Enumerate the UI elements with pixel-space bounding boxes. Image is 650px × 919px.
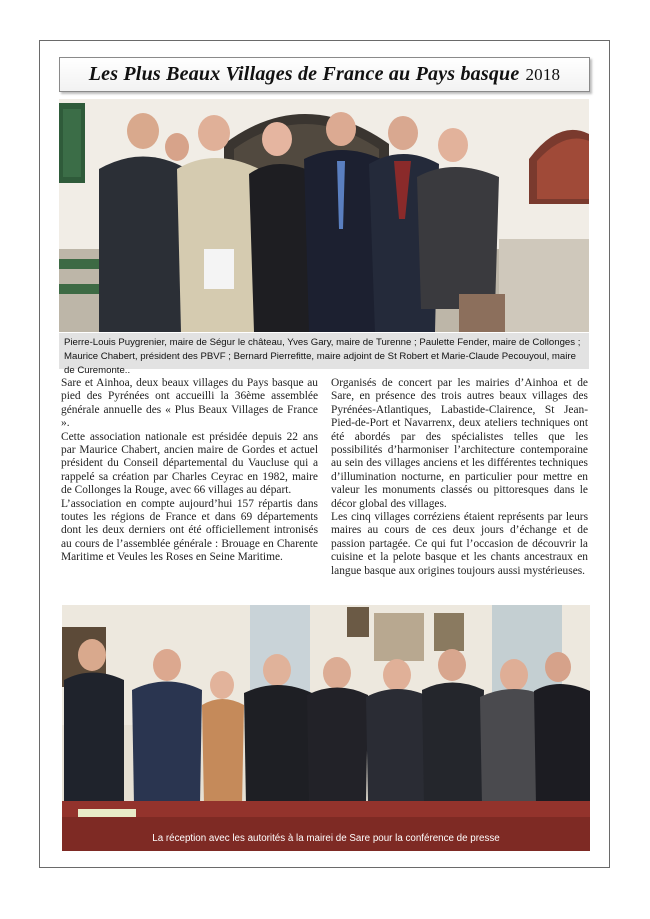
article-paragraph: Les cinq villages corréziens étaient représents par leurs maires au cours de ces deux jours d’échange et de passion partagée. Ce qui fut l’occasion de découvrir la cuisine et la pelote basque et les chants ancestraux en langue basque aux origines toujours aussi mystérieuses. bbox=[331, 511, 588, 577]
article-paragraph: Organisés de concert par les mairies d’Ainhoa et de Sare, en présence des trois autres beaux villages des Pyrénées-Atlantiques, Labastide-Clairence, St Jean-Pied-de-Port et Navarrenx, deux ateliers techniques ont été abordés par des spécialistes telles que les possibilités d’harmoniser l’architecture contemporaine au sein des villages anciens et les différentes techniques d’illumination nocturne, en particulier pour mettre en valeur les monuments classés ou pittoresques dans le décor global des villages. bbox=[331, 377, 588, 510]
title-year: 2018 bbox=[525, 65, 561, 84]
group-photo-reception bbox=[62, 605, 590, 851]
photo2-caption: La réception avec les autorités à la mairei de Sare pour la conférence de presse bbox=[152, 832, 500, 844]
group-photo-outdoor bbox=[59, 99, 589, 332]
group-photo-outdoor-illustration bbox=[59, 99, 589, 332]
article-paragraph: Sare et Ainhoa, deux beaux villages du Pays basque au pied des Pyrénées ont accueilli la 36ème assemblée générale annuelle des « Plus Beaux Villages de France ». bbox=[61, 377, 318, 430]
article-paragraph: Cette association nationale est présidée depuis 22 ans par Maurice Chabert, ancien maire de Gordes et actuel président du Conseil départemental du Vaucluse qui a rappelé sa création par Charles Ceyrac en 1982, maire de Collonges la Rouge, avec 66 villages au départ. bbox=[61, 430, 318, 497]
page-title bbox=[89, 63, 561, 86]
title-banner bbox=[59, 57, 590, 92]
article-column-right bbox=[331, 377, 588, 578]
group-photo-reception-illustration bbox=[62, 605, 590, 851]
title-main: Les Plus Beaux Villages de France au Pays basque bbox=[88, 63, 520, 85]
article-column-left bbox=[61, 377, 318, 565]
article-paragraph: L’association en compte aujourd’hui 157 répartis dans toutes les régions de France et dans 69 départements dont les deux derniers ont été officiellement intronisés au cours de l’assemblée générale : Brouage en Charente Maritime et Veules les Roses en Seine Maritime. bbox=[61, 497, 318, 564]
photo1-caption: Pierre-Louis Puygrenier, maire de Ségur le château, Yves Gary, maire de Turenne ; Paulette Fender, maire de Collonges ; Maurice Chabert, président des PBVF ; Bernard Pierrefitte, maire adjoint de St Robert et Marie-Claude Pecouyoul, maire de Curemonte.. bbox=[59, 333, 589, 369]
